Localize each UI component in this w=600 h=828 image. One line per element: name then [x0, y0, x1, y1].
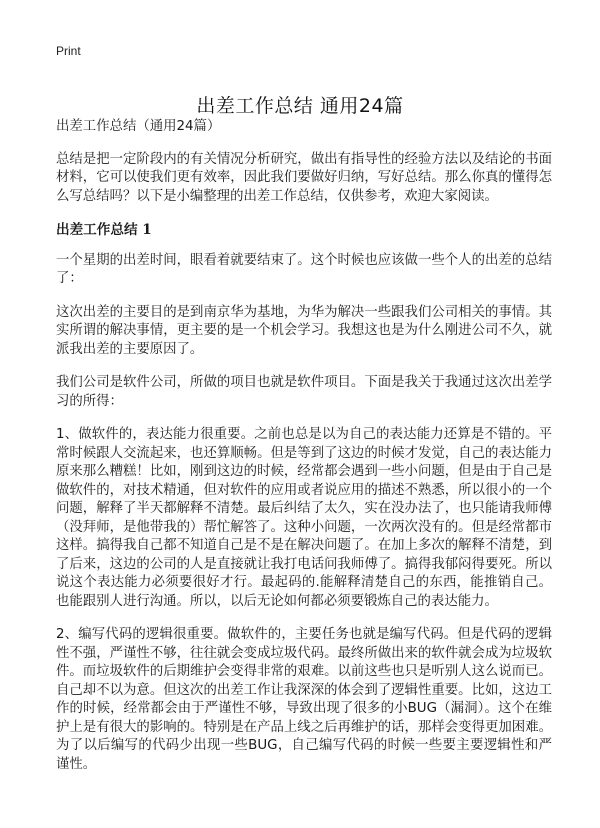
- paragraph-4: 1、做软件的，表达能力很重要。之前也总是以为自己的表达能力还算是不错的。平常时候跟人交流起来，也还算顺畅。但是等到了这边的时候才发觉，自己的表达能力原来那么糟糕！比如，刚到这边的时候，经常都会遇到一些小问题，但是由于自己是做软件的，对技术精通，但对软件的应用或者说应用的描述不熟悉，所以很小的一个问题，解释了半天都解释不清楚。最后纠结了太久，实在没办法了，也只能请我师傅（没拜师，是他带我的）帮忙解答了。这种小问题，一次两次没有的。但是经常都市这样。搞得我自己都不知道自己是不是在解决问题了。在加上多次的解释不清楚，到了后来，这边的公司的人是直接就让我打电话问我师傅了。搞得我郁闷得要死。所以说这个表达能力必须要很好才行。最起码的.能解释清楚自己的东西，能推销自己。也能跟别人进行沟通。所以，以后无论如何都必须要锻炼自己的表达能力。: [56, 427, 552, 609]
- paragraph-1: 一个星期的出差时间，眼看着就要结束了。这个时候也应该做一些个人的出差的总结了：: [56, 252, 552, 286]
- print-label: Print: [56, 44, 81, 58]
- article-subtitle: 出差工作总结（通用24篇）: [56, 119, 221, 134]
- document-title: 出差工作总结 通用24篇: [196, 94, 404, 117]
- paragraph-2: 这次出差的主要目的是到南京华为基地，为华为解决一些跟我们公司相关的事情。其实所谓的解决事情，更主要的是一个机会学习。我想这也是为什么刚进公司不久，就派我出差的主要原因了。: [56, 304, 552, 357]
- intro-paragraph: 总结是把一定阶段内的有关情况分析研究，做出有指导性的经验方法以及结论的书面材料，它可以使我们更有效率，因此我们要做好归纳，写好总结。那么你真的懂得怎么写总结吗？以下是小编整理的出差工作总结，仅供参考，欢迎大家阅读。: [56, 151, 552, 204]
- paragraph-5: 2、编写代码的逻辑很重要。做软件的，主要任务也就是编写代码。但是代码的逻辑性不强，严谨性不够，往往就会变成垃圾代码。最终所做出来的软件就会成为垃圾软件。而垃圾软件的后期维护会变得非常的艰难。以前这些也只是听别人这么说而已。自己却不以为意。但这次的出差工作让我深深的体会到了逻辑性重要。比如，这边工作的时候，经常都会由于严谨性不够，导致出现了很多的小BUG（漏洞）。这个在维护上是有很大的影响的。特别是在产品上线之后再维护的话，那样会变得更加困难。为了以后编写的代码少出现一些BUG，自己编写代码的时候一些要主要逻辑性和严谨性。: [56, 627, 552, 772]
- paragraph-3: 我们公司是软件公司，所做的项目也就是软件项目。下面是我关于我通过这次出差学习的所得：: [56, 375, 552, 409]
- article-body: [56, 118, 552, 789]
- section-heading: 出差工作总结 1: [56, 222, 152, 238]
